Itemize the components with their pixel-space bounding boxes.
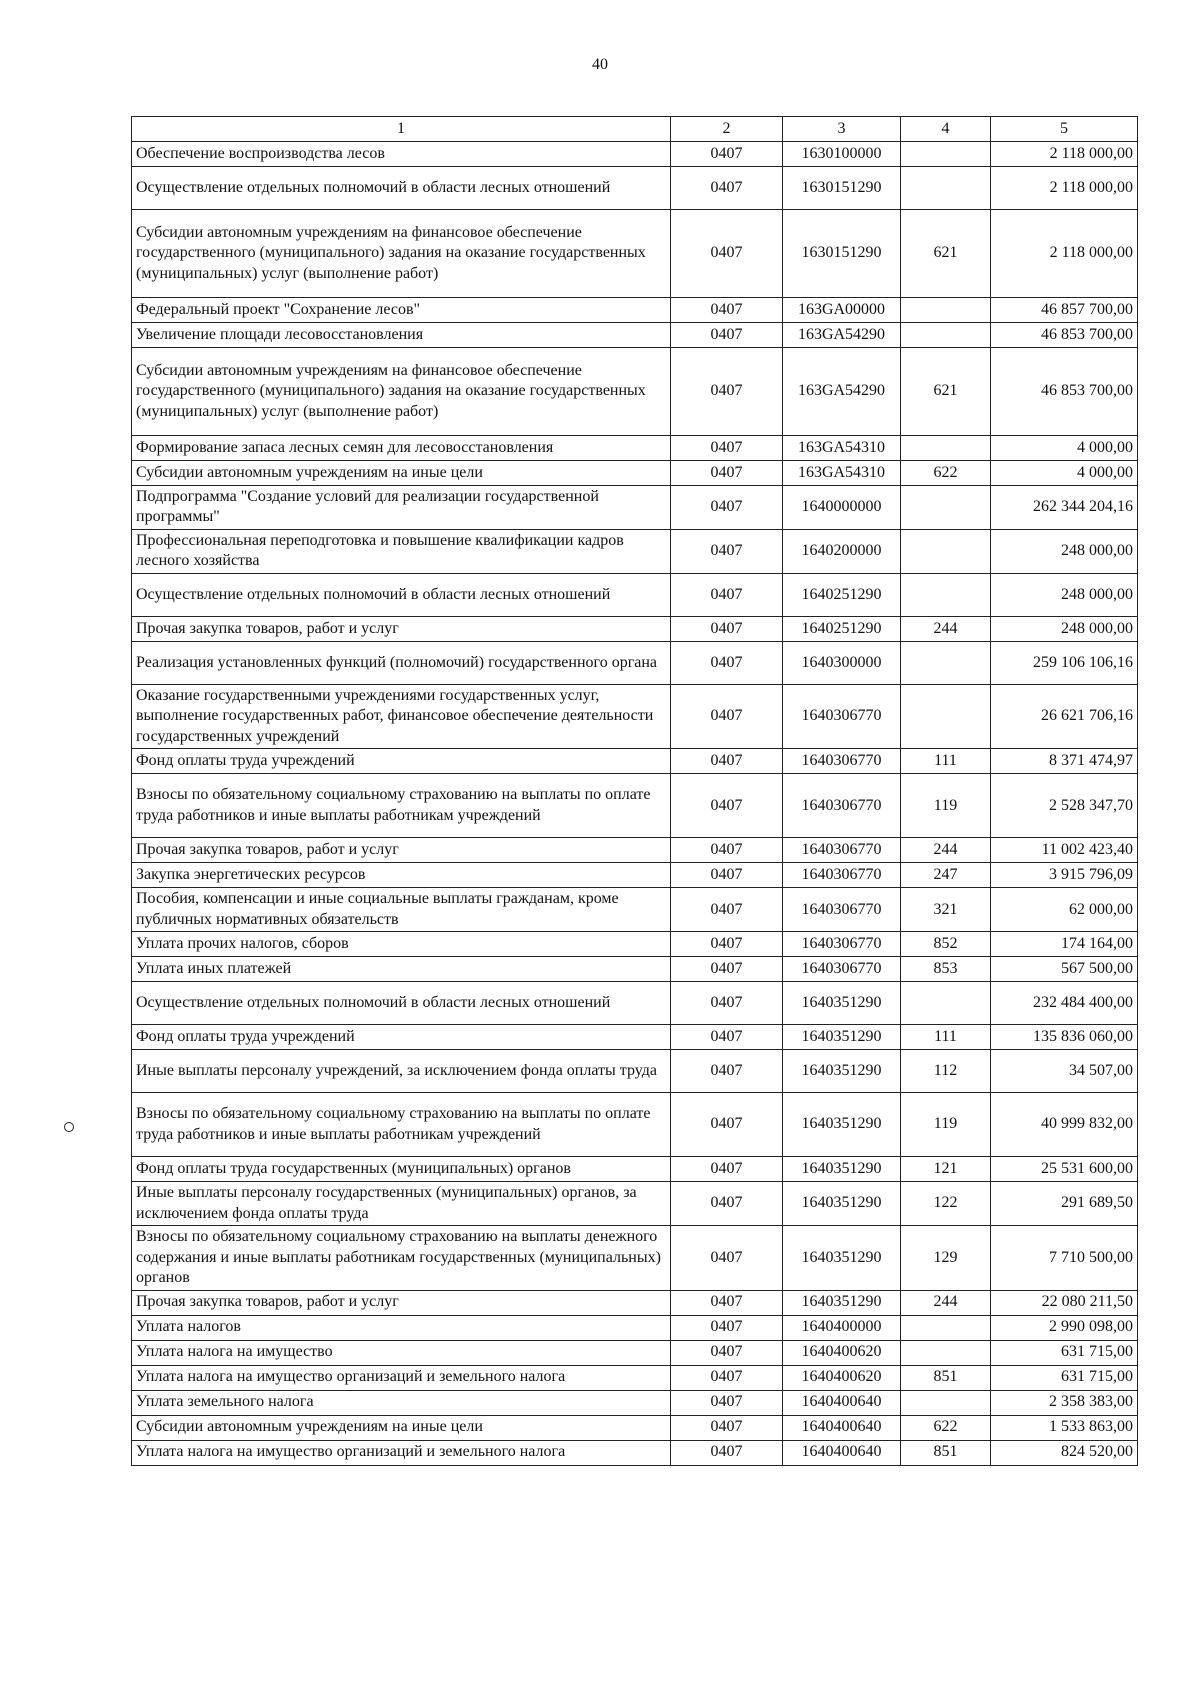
table-row (132, 1365, 1138, 1390)
row-name: Формирование запаса лесных семян для лесовосстановления (132, 436, 671, 461)
row-section-code: 0407 (671, 573, 783, 616)
row-section-code: 0407 (671, 436, 783, 461)
row-expense-type: 852 (901, 932, 991, 957)
row-target-code: 163GA54310 (783, 436, 901, 461)
row-target-code: 1640400000 (783, 1315, 901, 1340)
row-amount: 2 118 000,00 (991, 210, 1138, 298)
table-row (132, 1440, 1138, 1465)
row-target-code: 1640000000 (783, 486, 901, 530)
row-target-code: 1640306770 (783, 932, 901, 957)
row-name: Уплата иных платежей (132, 957, 671, 982)
row-name: Фонд оплаты труда учреждений (132, 749, 671, 774)
table-row (132, 888, 1138, 932)
row-section-code: 0407 (671, 1390, 783, 1415)
table-row (132, 142, 1138, 167)
row-section-code: 0407 (671, 932, 783, 957)
table-row (132, 1415, 1138, 1440)
table-header-row (132, 117, 1138, 142)
row-section-code: 0407 (671, 1157, 783, 1182)
row-expense-type (901, 573, 991, 616)
table-row (132, 1157, 1138, 1182)
budget-table (131, 116, 1138, 1466)
row-name: Осуществление отдельных полномочий в области лесных отношений (132, 167, 671, 210)
row-expense-type (901, 142, 991, 167)
row-name: Закупка энергетических ресурсов (132, 863, 671, 888)
table-row (132, 1025, 1138, 1050)
row-name: Прочая закупка товаров, работ и услуг (132, 616, 671, 641)
row-name: Субсидии автономным учреждениям на финансовое обеспечение государственного (муниципального) задания на оказание государственных (муниципальных) услуг (выполнение работ) (132, 210, 671, 298)
table-row (132, 486, 1138, 530)
row-section-code: 0407 (671, 323, 783, 348)
row-amount: 46 853 700,00 (991, 323, 1138, 348)
row-section-code: 0407 (671, 1290, 783, 1315)
row-expense-type (901, 1315, 991, 1340)
table-row (132, 684, 1138, 748)
row-name: Взносы по обязательному социальному страхованию на выплаты по оплате труда работников и иные выплаты работникам учреждений (132, 1093, 671, 1157)
table-row (132, 1050, 1138, 1093)
row-name: Оказание государственными учреждениями государственных услуг, выполнение государственных работ, финансовое обеспечение деятельности государственных учреждений (132, 684, 671, 748)
row-name: Субсидии автономным учреждениям на иные цели (132, 1415, 671, 1440)
row-name: Фонд оплаты труда государственных (муниципальных) органов (132, 1157, 671, 1182)
row-amount: 248 000,00 (991, 529, 1138, 573)
row-name: Иные выплаты персоналу государственных (муниципальных) органов, за исключением фонда оплаты труда (132, 1182, 671, 1226)
row-section-code: 0407 (671, 1093, 783, 1157)
row-section-code: 0407 (671, 142, 783, 167)
row-target-code: 1640251290 (783, 573, 901, 616)
row-expense-type (901, 298, 991, 323)
row-target-code: 163GA54290 (783, 348, 901, 436)
row-target-code: 1640300000 (783, 641, 901, 684)
row-section-code: 0407 (671, 1315, 783, 1340)
table-row (132, 863, 1138, 888)
row-expense-type: 851 (901, 1365, 991, 1390)
row-expense-type: 244 (901, 838, 991, 863)
row-name: Уплата прочих налогов, сборов (132, 932, 671, 957)
row-target-code: 1640400640 (783, 1390, 901, 1415)
row-section-code: 0407 (671, 863, 783, 888)
row-expense-type (901, 641, 991, 684)
row-expense-type: 851 (901, 1440, 991, 1465)
row-section-code: 0407 (671, 888, 783, 932)
row-name: Субсидии автономным учреждениям на финансовое обеспечение государственного (муниципального) задания на оказание государственных (муниципальных) услуг (выполнение работ) (132, 348, 671, 436)
row-target-code: 1640351290 (783, 1182, 901, 1226)
row-name: Осуществление отдельных полномочий в области лесных отношений (132, 573, 671, 616)
table-row (132, 932, 1138, 957)
row-section-code: 0407 (671, 1182, 783, 1226)
row-target-code: 1640351290 (783, 1290, 901, 1315)
row-amount: 631 715,00 (991, 1365, 1138, 1390)
row-section-code: 0407 (671, 1440, 783, 1465)
row-amount: 22 080 211,50 (991, 1290, 1138, 1315)
row-section-code: 0407 (671, 774, 783, 838)
row-amount: 46 857 700,00 (991, 298, 1138, 323)
table-row (132, 1182, 1138, 1226)
row-amount: 291 689,50 (991, 1182, 1138, 1226)
row-target-code: 1640306770 (783, 684, 901, 748)
row-name: Пособия, компенсации и иные социальные выплаты гражданам, кроме публичных нормативных обязательств (132, 888, 671, 932)
row-target-code: 1640351290 (783, 1050, 901, 1093)
row-target-code: 1640306770 (783, 774, 901, 838)
table-row (132, 1093, 1138, 1157)
row-expense-type: 244 (901, 616, 991, 641)
row-target-code: 1630151290 (783, 210, 901, 298)
row-amount: 25 531 600,00 (991, 1157, 1138, 1182)
table-row (132, 436, 1138, 461)
row-target-code: 1640400620 (783, 1340, 901, 1365)
row-amount: 8 371 474,97 (991, 749, 1138, 774)
row-expense-type (901, 1390, 991, 1415)
row-expense-type: 621 (901, 210, 991, 298)
row-section-code: 0407 (671, 1226, 783, 1290)
row-name: Фонд оплаты труда учреждений (132, 1025, 671, 1050)
row-name: Реализация установленных функций (полномочий) государственного органа (132, 641, 671, 684)
row-name: Взносы по обязательному социальному страхованию на выплаты денежного содержания и иные выплаты работникам государственных (муниципальных) органов (132, 1226, 671, 1290)
row-amount: 4 000,00 (991, 461, 1138, 486)
row-expense-type: 622 (901, 461, 991, 486)
row-name: Субсидии автономным учреждениям на иные цели (132, 461, 671, 486)
row-expense-type: 122 (901, 1182, 991, 1226)
row-target-code: 1640351290 (783, 1025, 901, 1050)
row-target-code: 1640306770 (783, 957, 901, 982)
row-amount: 2 528 347,70 (991, 774, 1138, 838)
row-amount: 4 000,00 (991, 436, 1138, 461)
table-row (132, 1340, 1138, 1365)
row-expense-type: 244 (901, 1290, 991, 1315)
row-amount: 174 164,00 (991, 932, 1138, 957)
row-target-code: 1640400620 (783, 1365, 901, 1390)
row-name: Обеспечение воспроизводства лесов (132, 142, 671, 167)
row-target-code: 1640251290 (783, 616, 901, 641)
table-row (132, 1390, 1138, 1415)
row-expense-type (901, 529, 991, 573)
header-col-5: 5 (991, 117, 1138, 142)
row-expense-type (901, 1340, 991, 1365)
row-name: Уплата налога на имущество организаций и земельного налога (132, 1440, 671, 1465)
row-amount: 2 358 383,00 (991, 1390, 1138, 1415)
page-number: 40 (592, 56, 608, 73)
row-target-code: 1640400640 (783, 1440, 901, 1465)
row-section-code: 0407 (671, 210, 783, 298)
row-amount: 2 990 098,00 (991, 1315, 1138, 1340)
table-row (132, 838, 1138, 863)
table-row (132, 210, 1138, 298)
row-amount: 3 915 796,09 (991, 863, 1138, 888)
row-target-code: 1640306770 (783, 888, 901, 932)
row-expense-type (901, 167, 991, 210)
row-amount: 62 000,00 (991, 888, 1138, 932)
row-amount: 262 344 204,16 (991, 486, 1138, 530)
table-row (132, 774, 1138, 838)
row-expense-type: 622 (901, 1415, 991, 1440)
row-section-code: 0407 (671, 616, 783, 641)
row-name: Взносы по обязательному социальному страхованию на выплаты по оплате труда работников и иные выплаты работникам учреждений (132, 774, 671, 838)
row-amount: 232 484 400,00 (991, 982, 1138, 1025)
row-name: Увеличение площади лесовосстановления (132, 323, 671, 348)
row-amount: 46 853 700,00 (991, 348, 1138, 436)
row-section-code: 0407 (671, 749, 783, 774)
table-row (132, 167, 1138, 210)
table-row (132, 461, 1138, 486)
row-expense-type (901, 982, 991, 1025)
row-name: Профессиональная переподготовка и повышение квалификации кадров лесного хозяйства (132, 529, 671, 573)
row-section-code: 0407 (671, 298, 783, 323)
row-target-code: 1630100000 (783, 142, 901, 167)
margin-circle-mark (64, 1122, 74, 1132)
row-expense-type (901, 684, 991, 748)
row-target-code: 1640306770 (783, 838, 901, 863)
row-section-code: 0407 (671, 684, 783, 748)
row-target-code: 1640306770 (783, 863, 901, 888)
row-name: Подпрограмма "Создание условий для реализации государственной программы" (132, 486, 671, 530)
row-section-code: 0407 (671, 1340, 783, 1365)
row-section-code: 0407 (671, 1365, 783, 1390)
row-amount: 11 002 423,40 (991, 838, 1138, 863)
row-name: Осуществление отдельных полномочий в области лесных отношений (132, 982, 671, 1025)
row-section-code: 0407 (671, 486, 783, 530)
row-amount: 248 000,00 (991, 573, 1138, 616)
row-amount: 248 000,00 (991, 616, 1138, 641)
row-section-code: 0407 (671, 641, 783, 684)
row-amount: 135 836 060,00 (991, 1025, 1138, 1050)
row-expense-type: 112 (901, 1050, 991, 1093)
row-section-code: 0407 (671, 167, 783, 210)
row-target-code: 1640351290 (783, 1157, 901, 1182)
row-name: Федеральный проект "Сохранение лесов" (132, 298, 671, 323)
row-expense-type: 119 (901, 1093, 991, 1157)
header-col-4: 4 (901, 117, 991, 142)
table-row (132, 1226, 1138, 1290)
row-expense-type (901, 486, 991, 530)
row-target-code: 1640351290 (783, 1093, 901, 1157)
table-row (132, 1315, 1138, 1340)
row-target-code: 163GA54290 (783, 323, 901, 348)
row-section-code: 0407 (671, 1050, 783, 1093)
row-section-code: 0407 (671, 529, 783, 573)
row-target-code: 1640200000 (783, 529, 901, 573)
row-target-code: 1640351290 (783, 1226, 901, 1290)
row-expense-type: 247 (901, 863, 991, 888)
row-target-code: 1630151290 (783, 167, 901, 210)
row-amount: 567 500,00 (991, 957, 1138, 982)
row-name: Прочая закупка товаров, работ и услуг (132, 1290, 671, 1315)
row-amount: 631 715,00 (991, 1340, 1138, 1365)
row-expense-type: 111 (901, 1025, 991, 1050)
row-amount: 2 118 000,00 (991, 167, 1138, 210)
row-name: Иные выплаты персоналу учреждений, за исключением фонда оплаты труда (132, 1050, 671, 1093)
row-expense-type (901, 436, 991, 461)
table-row (132, 1290, 1138, 1315)
table-row (132, 348, 1138, 436)
row-amount: 1 533 863,00 (991, 1415, 1138, 1440)
row-expense-type: 121 (901, 1157, 991, 1182)
row-target-code: 1640351290 (783, 982, 901, 1025)
header-col-3: 3 (783, 117, 901, 142)
row-target-code: 1640400640 (783, 1415, 901, 1440)
row-section-code: 0407 (671, 838, 783, 863)
row-section-code: 0407 (671, 1025, 783, 1050)
row-section-code: 0407 (671, 348, 783, 436)
table-row (132, 573, 1138, 616)
row-amount: 7 710 500,00 (991, 1226, 1138, 1290)
row-expense-type: 111 (901, 749, 991, 774)
row-section-code: 0407 (671, 957, 783, 982)
row-amount: 2 118 000,00 (991, 142, 1138, 167)
row-expense-type: 321 (901, 888, 991, 932)
row-amount: 40 999 832,00 (991, 1093, 1138, 1157)
row-expense-type: 119 (901, 774, 991, 838)
row-name: Уплата земельного налога (132, 1390, 671, 1415)
header-col-1: 1 (132, 117, 671, 142)
row-expense-type (901, 323, 991, 348)
row-name: Уплата налогов (132, 1315, 671, 1340)
row-expense-type: 853 (901, 957, 991, 982)
row-amount: 26 621 706,16 (991, 684, 1138, 748)
row-target-code: 163GA00000 (783, 298, 901, 323)
table-row (132, 529, 1138, 573)
row-section-code: 0407 (671, 1415, 783, 1440)
row-amount: 34 507,00 (991, 1050, 1138, 1093)
table-row (132, 982, 1138, 1025)
table-body (132, 142, 1138, 1466)
table-row (132, 957, 1138, 982)
row-section-code: 0407 (671, 982, 783, 1025)
row-expense-type: 621 (901, 348, 991, 436)
row-amount: 259 106 106,16 (991, 641, 1138, 684)
row-amount: 824 520,00 (991, 1440, 1138, 1465)
row-target-code: 163GA54310 (783, 461, 901, 486)
row-expense-type: 129 (901, 1226, 991, 1290)
row-name: Прочая закупка товаров, работ и услуг (132, 838, 671, 863)
table-row (132, 749, 1138, 774)
row-name: Уплата налога на имущество (132, 1340, 671, 1365)
table-row (132, 641, 1138, 684)
row-section-code: 0407 (671, 461, 783, 486)
row-name: Уплата налога на имущество организаций и земельного налога (132, 1365, 671, 1390)
table-row (132, 616, 1138, 641)
header-col-2: 2 (671, 117, 783, 142)
table-row (132, 298, 1138, 323)
row-target-code: 1640306770 (783, 749, 901, 774)
table-row (132, 323, 1138, 348)
